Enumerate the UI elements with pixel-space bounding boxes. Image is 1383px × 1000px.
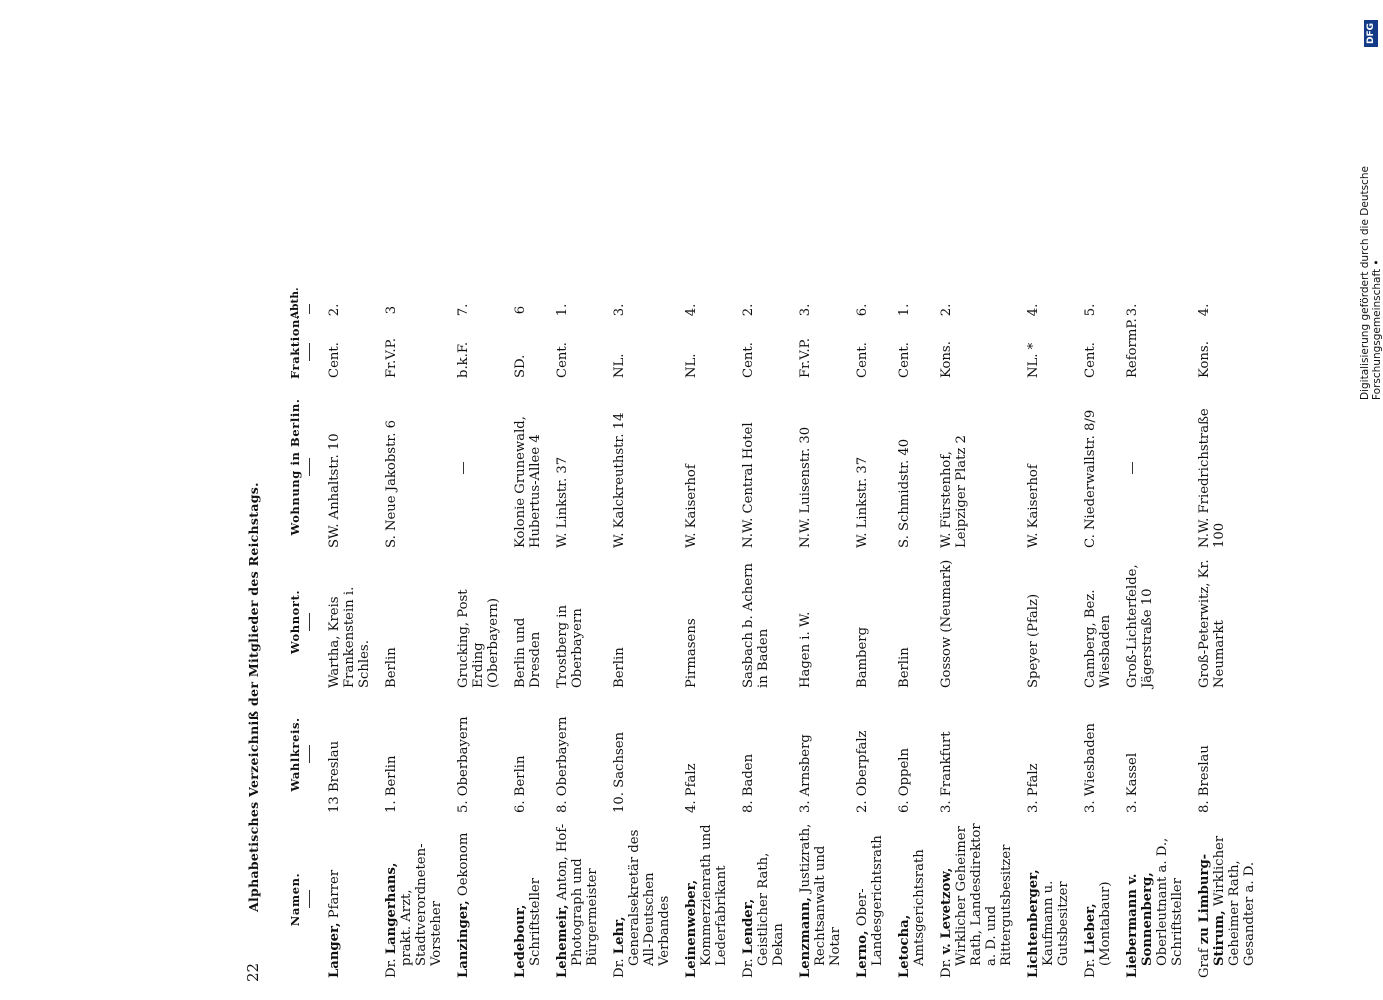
wahlkreis-cell: 8. Breslau bbox=[1197, 745, 1212, 813]
table-row bbox=[609, 296, 681, 982]
abth-cell: 2. bbox=[741, 303, 756, 317]
table-row bbox=[894, 296, 936, 982]
member-name: Leinenweber, bbox=[684, 879, 699, 978]
wohnort-cell: Berlin bbox=[897, 647, 912, 688]
member-name: Lerno, bbox=[855, 930, 870, 978]
member-name-cell bbox=[324, 817, 381, 982]
table-row bbox=[510, 296, 552, 982]
fraktion-cell: Cent. bbox=[327, 342, 342, 378]
member-occupation: Wirklicher Geheimer Rath, Landesdirektor a. D. und Rittergutsbesitzer bbox=[954, 823, 1014, 966]
fraktion-cell: NL. bbox=[612, 353, 627, 378]
abth-cell: 2. bbox=[939, 303, 954, 317]
table-row bbox=[936, 296, 1023, 982]
digitization-credit bbox=[1359, 20, 1383, 400]
abth-cell: 3. bbox=[1125, 303, 1140, 317]
fraktion-cell: Fr.V.P. bbox=[384, 338, 399, 378]
member-name: Liebermann v. Sonnenberg, bbox=[1125, 872, 1155, 978]
wahlkreis-cell: 3. Kassel bbox=[1125, 752, 1140, 813]
abth-cell: 4. bbox=[1197, 303, 1212, 317]
wahlkreis-cell: 2. Oberpfalz bbox=[855, 730, 870, 813]
name-prefix: Dr. bbox=[612, 954, 627, 978]
wahlkreis-cell: 1. Berlin bbox=[384, 755, 399, 813]
wohnung-cell: — bbox=[1125, 461, 1140, 475]
member-name: Langerhans, bbox=[384, 862, 399, 955]
wohnung-cell: W. Kalckreuthstr. 14 bbox=[612, 412, 627, 548]
fraktion-cell: Cent. bbox=[855, 342, 870, 378]
wahlkreis-cell: 3. Arnsberg bbox=[798, 734, 813, 813]
abth-cell: 3 bbox=[384, 305, 399, 315]
fraktion-cell: ReformP. bbox=[1125, 318, 1140, 378]
fraktion-cell: Kons. bbox=[1197, 341, 1212, 378]
member-name-cell bbox=[681, 817, 738, 982]
fraktion-cell: Kons. bbox=[939, 341, 954, 378]
member-name: Lichtenberger, bbox=[1026, 869, 1041, 978]
member-name: Lanzinger, bbox=[456, 900, 471, 978]
member-name-cell bbox=[894, 817, 936, 982]
wahlkreis-cell: 6. Berlin bbox=[513, 755, 528, 813]
abth-cell: 6. bbox=[855, 303, 870, 317]
table-row bbox=[681, 296, 738, 982]
column-header-abth: Abth. bbox=[284, 296, 324, 322]
wohnort-cell: Berlin bbox=[612, 647, 627, 688]
table-row bbox=[852, 296, 894, 982]
table-row bbox=[324, 296, 381, 982]
member-table bbox=[284, 287, 1266, 982]
member-occupation: Kommerzienrath und Lederfabrikant bbox=[699, 824, 729, 966]
page-title: Alphabetisches Verzeichniß der Mitglieder des Reichstags. bbox=[246, 482, 261, 912]
wohnung-cell: — bbox=[456, 461, 471, 475]
wohnung-cell: W. Kaiserhof bbox=[684, 464, 699, 548]
wohnung-cell: SW. Anhaltstr. 10 bbox=[327, 433, 342, 548]
column-header-name: Namen. bbox=[284, 817, 324, 982]
abth-cell: 1. bbox=[897, 303, 912, 317]
wohnort-cell: Berlin bbox=[384, 647, 399, 688]
member-name-cell bbox=[738, 817, 795, 982]
member-occupation: Amtsgerichtsrath bbox=[912, 849, 927, 966]
abth-cell: 3. bbox=[612, 303, 627, 317]
name-prefix: Dr. bbox=[741, 954, 756, 978]
member-name: Lenzmann, bbox=[798, 896, 813, 978]
member-occupation: Generalsekretär des All-Deutschen Verbandes bbox=[627, 829, 672, 966]
member-name: Langer, bbox=[327, 922, 342, 978]
wahlkreis-cell: 3. Pfalz bbox=[1026, 763, 1041, 813]
member-name: zu Limburg-Stirum, bbox=[1197, 853, 1227, 966]
table-row bbox=[738, 296, 795, 982]
wahlkreis-cell: 3. Frankfurt bbox=[939, 731, 954, 813]
member-name-cell bbox=[852, 817, 894, 982]
wahlkreis-cell: 5. Oberbayern bbox=[456, 716, 471, 813]
column-header-fraktion: Fraktion. bbox=[284, 322, 324, 382]
member-name-cell bbox=[609, 817, 681, 982]
page-header bbox=[244, 436, 284, 982]
member-name-cell bbox=[1080, 817, 1122, 982]
wahlkreis-cell: 10. Sachsen bbox=[612, 731, 627, 813]
member-occupation: Oberleutnant a. D., Schriftsteller bbox=[1155, 837, 1185, 966]
wohnort-cell: Berlin und Dresden bbox=[513, 617, 543, 688]
member-occupation: Schriftsteller bbox=[528, 877, 543, 966]
table-row bbox=[795, 296, 852, 982]
column-header-row bbox=[284, 296, 324, 982]
wohnort-cell: Groß-Lichterfelde, Jägerstraße 10 bbox=[1125, 564, 1155, 688]
wohnort-cell: Sasbach b. Achern in Baden bbox=[741, 563, 771, 688]
abth-cell: 6 bbox=[513, 305, 528, 315]
name-prefix: Dr. bbox=[384, 954, 399, 978]
member-occupation: Pfarrer bbox=[327, 869, 342, 923]
abth-cell: 4. bbox=[1026, 303, 1041, 317]
member-occupation: prakt. Arzt, Stadtverordneten-Vorsteher bbox=[399, 843, 444, 966]
wohnung-cell: S. Neue Jakobstr. 6 bbox=[384, 420, 399, 548]
wahlkreis-cell: 6. Oppeln bbox=[897, 748, 912, 813]
fraktion-cell: Fr.V.P. bbox=[798, 338, 813, 378]
wohnung-cell: W. Linkstr. 37 bbox=[555, 456, 570, 548]
abth-cell: 1. bbox=[555, 303, 570, 317]
fraktion-cell: Cent. bbox=[741, 342, 756, 378]
wohnung-cell: N.W. Luisenstr. 30 bbox=[798, 426, 813, 548]
fraktion-cell: b.k.F. bbox=[456, 341, 471, 378]
wahlkreis-cell: 8. Oberbayern bbox=[555, 716, 570, 813]
member-occupation: Justizrath, Rechtsanwalt und Notar bbox=[798, 823, 843, 966]
member-name-cell bbox=[552, 817, 609, 982]
member-name-cell bbox=[1023, 817, 1080, 982]
member-name-cell bbox=[1194, 817, 1266, 982]
member-name: Lehemeir, bbox=[555, 904, 570, 978]
member-occupation: Wirklicher Geheimer Rath, Gesandter a. D. bbox=[1212, 835, 1257, 966]
member-name: Ledebour, bbox=[513, 904, 528, 978]
abth-cell: 3. bbox=[798, 303, 813, 317]
wohnort-cell: Gossow (Neumark) bbox=[939, 559, 954, 688]
wohnort-cell: Wartha, Kreis Frankenstein i. Schles. bbox=[327, 586, 372, 688]
dfg-logo: DFG bbox=[1364, 20, 1378, 47]
name-prefix: Dr. bbox=[939, 954, 954, 978]
fraktion-cell: NL. * bbox=[1026, 342, 1041, 378]
member-name-cell bbox=[510, 817, 552, 982]
wohnung-cell: N.W. Friedrichstraße 100 bbox=[1197, 408, 1227, 548]
member-occupation: Anton, Hof-Photograph und Bürgermeister bbox=[555, 823, 600, 966]
wohnort-cell: Camberg, Bez. Wiesbaden bbox=[1083, 589, 1113, 688]
wahlkreis-cell: 4. Pfalz bbox=[684, 763, 699, 813]
wohnung-cell: W. Linkstr. 37 bbox=[855, 456, 870, 548]
abth-cell: 5. bbox=[1083, 303, 1098, 317]
table-row bbox=[381, 296, 453, 982]
member-occupation: (Montabaur) bbox=[1098, 881, 1113, 966]
fraktion-cell: NL. bbox=[684, 353, 699, 378]
table-row bbox=[1194, 296, 1266, 982]
wohnung-cell: W. Kaiserhof bbox=[1026, 464, 1041, 548]
member-rows bbox=[324, 296, 1266, 982]
fraktion-cell: Cent. bbox=[1083, 342, 1098, 378]
abth-cell: 4. bbox=[684, 303, 699, 317]
member-name: Letocha, bbox=[897, 914, 912, 978]
credit-text: Digitalisierung gefördert durch die Deutsche Forschungsgemeinschaft • bbox=[1359, 166, 1383, 400]
member-name-cell bbox=[1122, 817, 1194, 982]
fraktion-cell: SD. bbox=[513, 354, 528, 378]
wahlkreis-cell: 13 Breslau bbox=[327, 740, 342, 813]
column-header-wohnort: Wohnort. bbox=[284, 552, 324, 692]
name-prefix: Graf bbox=[1197, 944, 1212, 978]
table-row bbox=[1122, 296, 1194, 982]
wohnung-cell: Kolonie Grunewald, Hubertus-Allee 4 bbox=[513, 416, 543, 548]
wohnort-cell: Pirmasens bbox=[684, 618, 699, 688]
member-occupation: Oekonom bbox=[456, 832, 471, 901]
member-occupation: Kaufmann u. Gutsbesitzer bbox=[1041, 880, 1071, 966]
wohnort-cell: Grucking, Post Erding (Oberbayern) bbox=[456, 589, 501, 688]
member-name-cell bbox=[936, 817, 1023, 982]
table-row bbox=[1080, 296, 1122, 982]
wahlkreis-cell: 8. Baden bbox=[741, 753, 756, 813]
wohnung-cell: W. Fürstenhof, Leipziger Platz 2 bbox=[939, 435, 969, 548]
member-occupation: Ober-Landesgerichtsrath bbox=[855, 835, 885, 966]
member-name: Lehr, bbox=[612, 916, 627, 955]
member-name-cell bbox=[453, 817, 510, 982]
fraktion-cell: Cent. bbox=[897, 342, 912, 378]
wohnung-cell: N.W. Central Hotel bbox=[741, 422, 756, 548]
name-prefix: Dr. bbox=[1083, 954, 1098, 978]
wohnort-cell: Hagen i. W. bbox=[798, 611, 813, 688]
member-name-cell bbox=[381, 817, 453, 982]
table-row bbox=[552, 296, 609, 982]
member-name: v. Levetzow, bbox=[939, 867, 954, 955]
member-name-cell bbox=[795, 817, 852, 982]
page-number: 22 bbox=[244, 962, 262, 982]
member-name: Lender, bbox=[741, 898, 756, 955]
column-header-wohnung: Wohnung in Berlin. bbox=[284, 382, 324, 552]
member-name: Lieber, bbox=[1083, 903, 1098, 955]
member-occupation: Geistlicher Rath, Dekan bbox=[756, 852, 786, 966]
table-row bbox=[453, 296, 510, 982]
abth-cell: 7. bbox=[456, 303, 471, 317]
wohnung-cell: S. Schmidstr. 40 bbox=[897, 438, 912, 548]
wahlkreis-cell: 3. Wiesbaden bbox=[1083, 723, 1098, 813]
abth-cell: 2. bbox=[327, 303, 342, 317]
wohnung-cell: C. Niederwallstr. 8/9 bbox=[1083, 409, 1098, 548]
wohnort-cell: Speyer (Pfalz) bbox=[1026, 593, 1041, 688]
column-header-wahlkreis: Wahlkreis. bbox=[284, 692, 324, 817]
rotated-register-page bbox=[222, 287, 1257, 1000]
fraktion-cell: Cent. bbox=[555, 342, 570, 378]
table-row bbox=[1023, 296, 1080, 982]
wohnort-cell: Groß-Peterwitz, Kr. Neumarkt bbox=[1197, 559, 1227, 688]
wohnort-cell: Bamberg bbox=[855, 626, 870, 688]
wohnort-cell: Trostberg in Oberbayern bbox=[555, 604, 585, 688]
